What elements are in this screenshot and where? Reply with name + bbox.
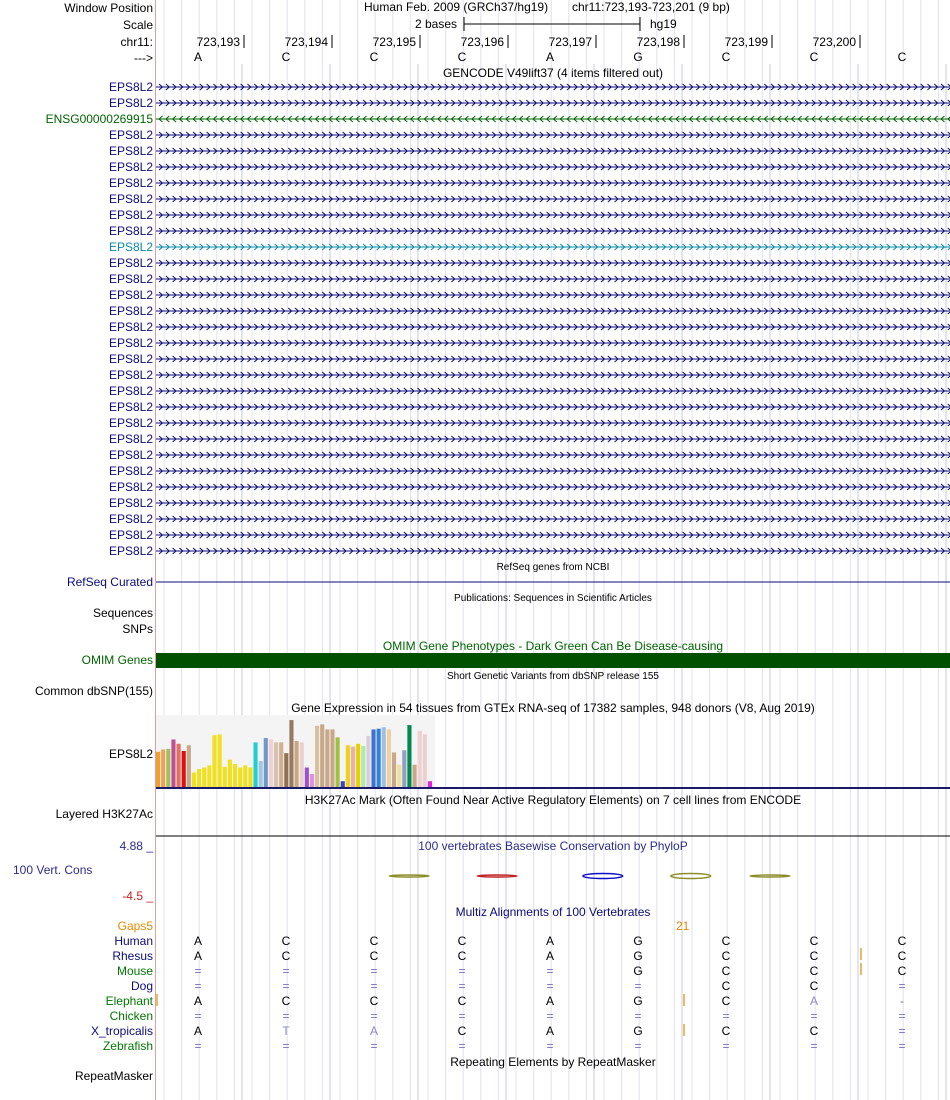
alignment-base: A xyxy=(809,994,819,1008)
phylop-score-mark[interactable] xyxy=(671,874,711,879)
alignment-base: = xyxy=(722,1009,730,1023)
gencode-transcript[interactable] xyxy=(156,340,950,346)
gaps-label: Gaps5 xyxy=(117,919,153,933)
publications-track-title: Publications: Sequences in Scientific Articles xyxy=(454,593,652,604)
alignment-base: = xyxy=(194,964,202,978)
gencode-transcript[interactable] xyxy=(156,372,950,378)
track-graphics[interactable] xyxy=(156,0,950,1100)
gencode-item-label[interactable]: EPS8L2 xyxy=(108,224,153,238)
track-labels-panel[interactable] xyxy=(0,0,155,1100)
multiz-species-label[interactable]: Zebrafish xyxy=(102,1039,153,1053)
gencode-transcript[interactable] xyxy=(156,276,950,282)
alignment-base: = xyxy=(634,1039,642,1053)
gtex-tissue-bar[interactable] xyxy=(259,761,263,787)
phylop-score-mark[interactable] xyxy=(750,875,790,877)
alignment-base: C xyxy=(721,994,731,1008)
gencode-item-label[interactable]: EPS8L2 xyxy=(108,448,153,462)
ruler-coordinate: 723,198 xyxy=(636,35,680,49)
gtex-tissue-bar[interactable] xyxy=(279,742,283,787)
gencode-transcript[interactable] xyxy=(156,228,950,234)
gtex-tissue-bar[interactable] xyxy=(407,725,411,787)
gtex-tissue-bar[interactable] xyxy=(289,720,293,787)
gtex-tissue-bar[interactable] xyxy=(171,739,175,787)
reference-base: C xyxy=(369,50,379,64)
alignment-base: A xyxy=(545,994,555,1008)
gencode-transcript[interactable] xyxy=(156,244,950,250)
h3k27ac-track-title: H3K27Ac Mark (Often Found Near Active Regulatory Elements) on 7 cell lines from ENCODE xyxy=(304,793,802,807)
gencode-item-label[interactable]: EPS8L2 xyxy=(108,512,153,526)
gtex-tissue-bar[interactable] xyxy=(320,724,324,787)
gencode-transcript[interactable] xyxy=(156,532,950,538)
alignment-base: = xyxy=(370,1009,378,1023)
gencode-transcript[interactable] xyxy=(156,404,950,410)
gencode-item-label[interactable]: EPS8L2 xyxy=(108,336,153,350)
gencode-transcript[interactable] xyxy=(156,516,950,522)
gencode-item-label[interactable]: EPS8L2 xyxy=(108,192,153,206)
gtex-tissue-bar[interactable] xyxy=(207,765,211,787)
dbsnp-track-title: Short Genetic Variants from dbSNP release 155 xyxy=(447,671,659,682)
alignment-base: = xyxy=(898,979,906,993)
gencode-transcript[interactable] xyxy=(156,164,950,170)
alignment-base: A xyxy=(545,949,555,963)
alignment-base: C xyxy=(897,934,907,948)
gencode-transcript[interactable] xyxy=(156,212,950,218)
alignment-base: C xyxy=(457,1024,467,1038)
gencode-item-label[interactable]: EPS8L2 xyxy=(108,272,153,286)
phylop-min-label: -4.5 _ xyxy=(122,889,153,903)
gencode-item-label[interactable]: EPS8L2 xyxy=(108,432,153,446)
gencode-transcript[interactable] xyxy=(156,132,950,138)
phylop-score-mark[interactable] xyxy=(477,875,517,877)
gtex-tissue-bar[interactable] xyxy=(228,760,232,787)
gencode-transcript[interactable] xyxy=(156,420,950,426)
refseq-track-label[interactable]: RefSeq Curated xyxy=(66,575,153,589)
ruler-coordinate: 723,195 xyxy=(372,35,416,49)
gencode-transcript[interactable] xyxy=(156,324,950,330)
reference-base: C xyxy=(721,50,731,64)
gencode-transcript[interactable] xyxy=(156,180,950,186)
alignment-base: T xyxy=(282,1024,290,1038)
gtex-tissue-bar[interactable] xyxy=(156,752,160,787)
alignment-base: C xyxy=(721,964,731,978)
gencode-transcript[interactable] xyxy=(156,116,950,122)
alignment-base: = xyxy=(282,1039,290,1053)
gencode-item-label[interactable]: EPS8L2 xyxy=(108,160,153,174)
alignment-base: C xyxy=(721,979,731,993)
gtex-tissue-bar[interactable] xyxy=(366,736,370,787)
gencode-item-label[interactable]: EPS8L2 xyxy=(108,528,153,542)
gencode-transcript[interactable] xyxy=(156,148,950,154)
gtex-tissue-bar[interactable] xyxy=(284,753,288,787)
gencode-item-label[interactable]: EPS8L2 xyxy=(108,208,153,222)
ruler-coordinate: 723,194 xyxy=(284,35,328,49)
multiz-species-label[interactable]: X_tropicalis xyxy=(90,1024,153,1038)
gencode-transcript[interactable] xyxy=(156,468,950,474)
reference-base: A xyxy=(193,50,203,64)
alignment-base: C xyxy=(809,979,819,993)
alignment-base: G xyxy=(633,1024,643,1038)
gtex-tissue-bar[interactable] xyxy=(428,781,432,787)
gtex-tissue-bar[interactable] xyxy=(413,765,417,787)
alignment-base: C xyxy=(809,964,819,978)
alignment-base: = xyxy=(370,979,378,993)
multiz-track-title: Multiz Alignments of 100 Vertebrates xyxy=(455,905,651,919)
gencode-item-label[interactable]: EPS8L2 xyxy=(108,80,153,94)
alignment-base: C xyxy=(809,1024,819,1038)
alignment-base: = xyxy=(722,1039,730,1053)
alignment-base: = xyxy=(194,1039,202,1053)
gencode-item-label[interactable]: ENSG00000269915 xyxy=(45,112,153,126)
alignment-base: A xyxy=(545,934,555,948)
window-position-label: Window Position xyxy=(64,1,153,15)
gencode-transcript[interactable] xyxy=(156,260,950,266)
alignment-base: = xyxy=(194,1009,202,1023)
alignment-base: C xyxy=(281,994,291,1008)
strand-label: ---> xyxy=(134,51,153,65)
gtex-tissue-bar[interactable] xyxy=(325,729,329,787)
gtex-tissue-bar[interactable] xyxy=(402,750,406,787)
alignment-base: C xyxy=(809,934,819,948)
alignment-base: A xyxy=(545,1024,555,1038)
gtex-tissue-bar[interactable] xyxy=(351,747,355,787)
alignment-base: C xyxy=(369,934,379,948)
multiz-species-label[interactable]: Mouse xyxy=(116,964,153,978)
gtex-tissue-bar[interactable] xyxy=(177,744,181,787)
alignment-base: A xyxy=(369,1024,379,1038)
gencode-track-title: GENCODE V49lift37 (4 items filtered out) xyxy=(442,66,664,80)
multiz-species-label[interactable]: Chicken xyxy=(109,1009,153,1023)
reference-base: G xyxy=(633,50,643,64)
alignment-base: = xyxy=(634,979,642,993)
alignment-base: = xyxy=(546,1039,554,1053)
alignment-base: = xyxy=(282,979,290,993)
gencode-item-label[interactable]: EPS8L2 xyxy=(108,304,153,318)
gtex-tissue-bar[interactable] xyxy=(387,729,391,787)
gencode-item-label[interactable]: EPS8L2 xyxy=(108,352,153,366)
ruler-coordinate: 723,199 xyxy=(724,35,768,49)
gtex-tissue-bar[interactable] xyxy=(187,745,191,787)
gencode-item-label[interactable]: EPS8L2 xyxy=(108,240,153,254)
multiz-species-label[interactable]: Elephant xyxy=(105,994,153,1008)
alignment-base: C xyxy=(897,949,907,963)
phylop-score-mark[interactable] xyxy=(389,875,429,877)
alignment-base: G xyxy=(633,949,643,963)
gtex-tissue-bar[interactable] xyxy=(315,726,319,787)
gencode-transcript[interactable] xyxy=(156,292,950,298)
alignment-base: = xyxy=(810,1009,818,1023)
gtex-tissue-bar[interactable] xyxy=(361,746,365,787)
ruler-coordinate: 723,200 xyxy=(812,35,856,49)
snps-track-label[interactable]: SNPs xyxy=(122,622,153,636)
gtex-tissue-bar[interactable] xyxy=(397,765,401,787)
assembly-name: Human Feb. 2009 (GRCh37/hg19) xyxy=(364,0,549,14)
phylop-track-label[interactable]: 100 Vert. Cons xyxy=(13,863,93,877)
gencode-item-label[interactable]: EPS8L2 xyxy=(108,544,153,558)
gtex-tissue-bar[interactable] xyxy=(295,741,299,787)
alignment-base: = xyxy=(810,1039,818,1053)
gtex-tissue-bar[interactable] xyxy=(264,738,268,787)
gtex-tissue-bar[interactable] xyxy=(356,744,360,787)
alignment-base: = xyxy=(898,1009,906,1023)
phylop-max-label: 4.88 _ xyxy=(119,839,153,853)
position-text: chr11:723,193-723,201 (9 bp) xyxy=(572,0,730,14)
alignment-base: = xyxy=(194,979,202,993)
multiz-species-label[interactable]: Rhesus xyxy=(112,949,153,963)
gencode-item-label[interactable]: EPS8L2 xyxy=(108,496,153,510)
gencode-item-label[interactable]: EPS8L2 xyxy=(108,464,153,478)
omim-track-label[interactable]: OMIM Genes xyxy=(81,653,153,667)
alignment-base: = xyxy=(458,964,466,978)
gencode-item-label[interactable]: EPS8L2 xyxy=(108,128,153,142)
omim-gene-bar[interactable] xyxy=(156,653,950,668)
gencode-item-label[interactable]: EPS8L2 xyxy=(108,144,153,158)
gencode-transcript[interactable] xyxy=(156,84,950,90)
gtex-tissue-bar[interactable] xyxy=(248,768,252,787)
ruler-coordinate: 723,197 xyxy=(548,35,592,49)
gtex-tissue-bar[interactable] xyxy=(336,737,340,787)
gencode-item-label[interactable]: EPS8L2 xyxy=(108,176,153,190)
tracks-panel[interactable] xyxy=(156,0,950,1100)
gtex-tissue-bar[interactable] xyxy=(346,745,350,787)
alignment-base: C xyxy=(369,949,379,963)
gtex-tissue-bar[interactable] xyxy=(243,765,247,787)
refseq-track-title: RefSeq genes from NCBI xyxy=(496,562,610,573)
alignment-base: A xyxy=(193,1024,203,1038)
ruler-coordinate: 723,193 xyxy=(196,35,240,49)
alignment-base: C xyxy=(457,994,467,1008)
alignment-base: C xyxy=(369,994,379,1008)
gtex-tissue-bar[interactable] xyxy=(371,729,375,787)
alignment-base: C xyxy=(897,964,907,978)
reference-base: A xyxy=(545,50,555,64)
alignment-base: - xyxy=(900,994,904,1008)
repeatmasker-track-title: Repeating Elements by RepeatMasker xyxy=(450,1055,656,1069)
alignment-base: = xyxy=(458,1009,466,1023)
alignment-base: = xyxy=(546,1009,554,1023)
reference-base: C xyxy=(809,50,819,64)
gencode-transcript[interactable] xyxy=(156,388,950,394)
reference-base: C xyxy=(897,50,907,64)
scale-db: hg19 xyxy=(650,17,677,31)
gtex-tissue-bar[interactable] xyxy=(377,729,381,787)
gtex-tissue-bar[interactable] xyxy=(418,731,422,787)
alignment-base: C xyxy=(721,949,731,963)
gencode-transcript[interactable] xyxy=(156,100,950,106)
gtex-tissue-bar[interactable] xyxy=(161,750,165,787)
reference-base: C xyxy=(457,50,467,64)
alignment-base: A xyxy=(193,934,203,948)
gencode-transcript[interactable] xyxy=(156,484,950,490)
alignment-base: = xyxy=(546,964,554,978)
gtex-tissue-bar[interactable] xyxy=(182,751,186,787)
gtex-tissue-bar[interactable] xyxy=(218,734,222,787)
gtex-tissue-bar[interactable] xyxy=(223,767,227,787)
alignment-base: G xyxy=(633,934,643,948)
alignment-base: A xyxy=(193,994,203,1008)
alignment-base: = xyxy=(370,1039,378,1053)
gtex-tissue-bar[interactable] xyxy=(269,739,273,787)
gencode-item-label[interactable]: EPS8L2 xyxy=(108,416,153,430)
alignment-base: = xyxy=(282,1009,290,1023)
gtex-track-title: Gene Expression in 54 tissues from GTEx RNA-seq of 17382 samples, 948 donors (V8, Aug 2019) xyxy=(291,701,815,715)
gencode-item-label[interactable]: EPS8L2 xyxy=(108,256,153,270)
gtex-tissue-bar[interactable] xyxy=(341,781,345,787)
gaps-value: 21 xyxy=(676,919,690,933)
multiz-species-label[interactable]: Dog xyxy=(130,979,153,993)
gencode-item-label[interactable]: EPS8L2 xyxy=(108,320,153,334)
multiz-species-label[interactable]: Human xyxy=(114,934,153,948)
gencode-item-label[interactable]: EPS8L2 xyxy=(108,368,153,382)
dbsnp-track-label[interactable]: Common dbSNP(155) xyxy=(34,684,153,698)
ruler-coordinate: 723,196 xyxy=(460,35,504,49)
gtex-tissue-bar[interactable] xyxy=(233,764,237,787)
alignment-base: C xyxy=(457,949,467,963)
alignment-base: = xyxy=(458,1039,466,1053)
gtex-tissue-bar[interactable] xyxy=(253,742,257,787)
gtex-tissue-bar[interactable] xyxy=(238,768,242,787)
h3k27ac-track-label[interactable]: Layered H3K27Ac xyxy=(55,807,153,821)
alignment-base: A xyxy=(193,949,203,963)
phylop-track-title: 100 vertebrates Basewise Conservation by PhyloP xyxy=(418,839,688,853)
gencode-transcript[interactable] xyxy=(156,500,950,506)
alignment-base: = xyxy=(546,979,554,993)
alignment-base: C xyxy=(721,1024,731,1038)
sequences-track-label[interactable]: Sequences xyxy=(92,606,153,620)
scale-text: 2 bases xyxy=(415,17,458,31)
alignment-base: = xyxy=(370,964,378,978)
reference-base: C xyxy=(281,50,291,64)
gtex-tissue-bar[interactable] xyxy=(300,742,304,787)
alignment-base: G xyxy=(633,964,643,978)
gencode-transcript[interactable] xyxy=(156,356,950,362)
gencode-item-label[interactable]: EPS8L2 xyxy=(108,384,153,398)
alignment-base: C xyxy=(281,934,291,948)
gencode-transcript[interactable] xyxy=(156,196,950,202)
alignment-base: = xyxy=(458,979,466,993)
alignment-base: C xyxy=(809,949,819,963)
gencode-transcript[interactable] xyxy=(156,452,950,458)
gtex-tissue-bar[interactable] xyxy=(330,729,334,787)
gtex-tissue-bar[interactable] xyxy=(197,769,201,787)
alignment-base: = xyxy=(898,1039,906,1053)
scale-label: Scale xyxy=(122,18,153,32)
alignment-base: G xyxy=(633,994,643,1008)
gtex-tissue-bar[interactable] xyxy=(305,768,309,787)
gtex-tissue-bar[interactable] xyxy=(423,734,427,787)
alignment-base: C xyxy=(457,934,467,948)
gencode-item-label[interactable]: EPS8L2 xyxy=(108,480,153,494)
omim-track-title: OMIM Gene Phenotypes - Dark Green Can Be Disease-causing xyxy=(382,639,724,653)
gtex-tissue-bar[interactable] xyxy=(310,774,314,787)
phylop-score-mark[interactable] xyxy=(583,874,623,879)
gencode-item-label[interactable]: EPS8L2 xyxy=(108,96,153,110)
gtex-tissue-bar[interactable] xyxy=(166,749,170,787)
repeatmasker-track-label[interactable]: RepeatMasker xyxy=(74,1069,153,1083)
alignment-base: C xyxy=(281,949,291,963)
gtex-tissue-bar[interactable] xyxy=(192,773,196,787)
alignment-base: = xyxy=(634,1009,642,1023)
alignment-base: C xyxy=(721,934,731,948)
gtex-tissue-bar[interactable] xyxy=(392,752,396,787)
gtex-tissue-bar[interactable] xyxy=(202,768,206,787)
gtex-tissue-bar[interactable] xyxy=(212,735,216,787)
gtex-gene-label[interactable]: EPS8L2 xyxy=(108,747,153,761)
alignment-base: = xyxy=(898,1024,906,1038)
gencode-item-label[interactable]: EPS8L2 xyxy=(108,400,153,414)
gencode-transcript[interactable] xyxy=(156,436,950,442)
gtex-tissue-bar[interactable] xyxy=(382,727,386,787)
alignment-base: = xyxy=(282,964,290,978)
gtex-tissue-bar[interactable] xyxy=(274,742,278,787)
gencode-transcript[interactable] xyxy=(156,548,950,554)
gencode-item-label[interactable]: EPS8L2 xyxy=(108,288,153,302)
gencode-transcript[interactable] xyxy=(156,308,950,314)
chrom-label: chr11: xyxy=(120,35,153,49)
